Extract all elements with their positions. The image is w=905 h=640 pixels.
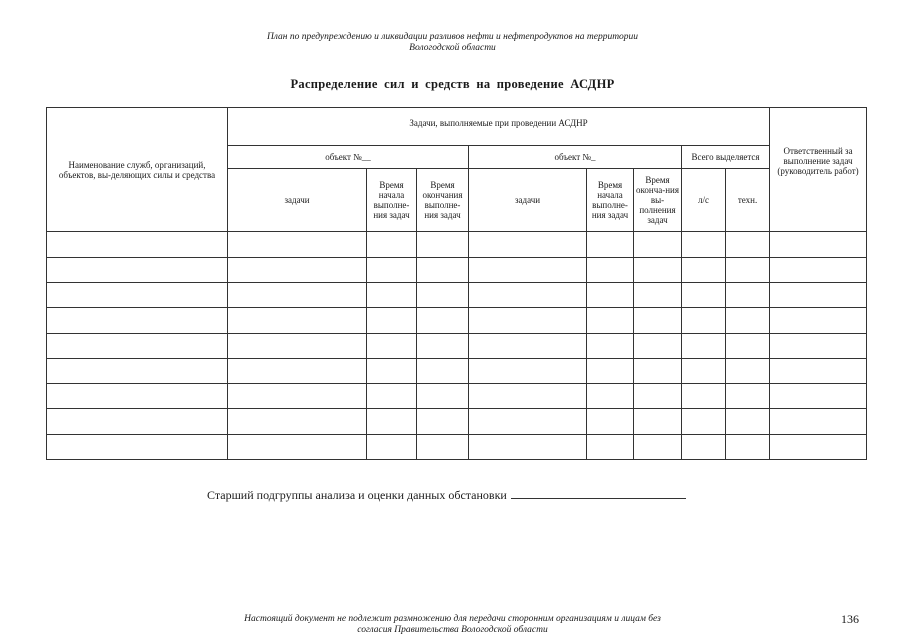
table-cell	[587, 257, 634, 282]
table-cell	[469, 409, 587, 434]
document-header	[0, 32, 905, 54]
table-cell	[228, 434, 367, 459]
table-row	[47, 308, 867, 333]
table-row	[47, 384, 867, 409]
table-cell	[726, 434, 770, 459]
table-cell	[228, 333, 367, 358]
table-cell	[770, 282, 867, 307]
table-cell	[367, 282, 417, 307]
table-cell	[469, 358, 587, 383]
table-cell	[417, 232, 469, 257]
table-cell	[47, 384, 228, 409]
table-cell	[367, 232, 417, 257]
object-1-start-time: Время начала выполне-ния задач	[367, 168, 417, 232]
object-2-start-time: Время начала выполне-ния задач	[587, 168, 634, 232]
table-cell	[770, 434, 867, 459]
table-cell	[587, 409, 634, 434]
table-row	[47, 282, 867, 307]
table-cell	[634, 257, 682, 282]
table-cell	[587, 358, 634, 383]
table-row	[47, 232, 867, 257]
table-row	[47, 409, 867, 434]
table-cell	[726, 358, 770, 383]
table-cell	[682, 384, 726, 409]
table-cell	[726, 282, 770, 307]
table-cell	[726, 409, 770, 434]
table-cell	[634, 333, 682, 358]
table-cell	[228, 308, 367, 333]
table-row	[47, 333, 867, 358]
table-cell	[770, 409, 867, 434]
table-cell	[228, 384, 367, 409]
object-2-end-time: Время оконча-ния вы-полнения задач	[634, 168, 682, 232]
table-cell	[47, 308, 228, 333]
table-cell	[682, 358, 726, 383]
table-cell	[47, 409, 228, 434]
table-cell	[770, 232, 867, 257]
table-cell	[587, 282, 634, 307]
table-cell	[47, 358, 228, 383]
object-1-header: объект №__	[228, 146, 469, 168]
table-row	[47, 358, 867, 383]
table-cell	[770, 308, 867, 333]
table-cell	[726, 333, 770, 358]
table-cell	[726, 384, 770, 409]
signature-blank	[511, 488, 686, 499]
table-cell	[634, 358, 682, 383]
table-cell	[634, 308, 682, 333]
table-cell	[634, 409, 682, 434]
table-cell	[682, 232, 726, 257]
table-cell	[682, 282, 726, 307]
table-cell	[367, 358, 417, 383]
table-cell	[587, 232, 634, 257]
table-cell	[726, 232, 770, 257]
table-cell	[469, 384, 587, 409]
table-cell	[417, 282, 469, 307]
table-body	[47, 232, 867, 460]
header-line-2: Вологодской области	[409, 43, 496, 53]
table-cell	[587, 333, 634, 358]
table-cell	[417, 384, 469, 409]
footer-line-1: Настоящий документ не подлежит размножению для передачи сторонним организациям и лицам без	[244, 614, 661, 624]
total-equipment: техн.	[726, 168, 770, 232]
table-cell	[417, 257, 469, 282]
table-cell	[47, 333, 228, 358]
table-cell	[367, 308, 417, 333]
table-cell	[367, 434, 417, 459]
table-cell	[726, 257, 770, 282]
header-line-1: План по предупреждению и ликвидации разливов нефти и нефтепродуктов на территории	[266, 32, 639, 42]
table-cell	[47, 282, 228, 307]
table-cell	[367, 333, 417, 358]
table-cell	[469, 333, 587, 358]
table-cell	[417, 308, 469, 333]
table-cell	[682, 333, 726, 358]
table-cell	[587, 434, 634, 459]
table-row	[47, 257, 867, 282]
object-1-tasks: задачи	[228, 168, 367, 232]
table-cell	[228, 232, 367, 257]
table-cell	[726, 308, 770, 333]
table-cell	[682, 434, 726, 459]
object-1-end-time: Время окончания выполне-ния задач	[417, 168, 469, 232]
page-title: Распределение сил и средств на проведение АСДНР	[290, 77, 615, 91]
col-name-header: Наименование служб, организаций, объектов, вы-деляющих силы и средства	[47, 108, 228, 232]
table-cell	[587, 308, 634, 333]
table-cell	[587, 384, 634, 409]
table-cell	[367, 257, 417, 282]
table-cell	[634, 232, 682, 257]
table-cell	[228, 257, 367, 282]
table-cell	[228, 358, 367, 383]
page-number: 136	[841, 612, 859, 626]
signature-line	[207, 488, 686, 503]
table-cell	[682, 409, 726, 434]
table-cell	[469, 308, 587, 333]
table-cell	[634, 384, 682, 409]
tasks-header: Задачи, выполняемые при проведении АСДНР	[228, 108, 770, 146]
object-2-tasks: задачи	[469, 168, 587, 232]
table-cell	[469, 257, 587, 282]
object-2-header: объект №_	[469, 146, 682, 168]
table-cell	[417, 358, 469, 383]
table-cell	[228, 409, 367, 434]
table-cell	[47, 434, 228, 459]
total-header: Всего выделяется	[682, 146, 770, 168]
document-footer	[0, 614, 905, 636]
table-cell	[634, 434, 682, 459]
table-cell	[682, 308, 726, 333]
table-cell	[228, 282, 367, 307]
table-cell	[367, 384, 417, 409]
table-cell	[770, 384, 867, 409]
header-row-1	[47, 108, 867, 146]
table-cell	[417, 434, 469, 459]
table-cell	[634, 282, 682, 307]
table-cell	[417, 409, 469, 434]
table-cell	[469, 282, 587, 307]
responsible-header: Ответственный за выполнение задач (руководитель работ)	[770, 108, 867, 232]
table-cell	[47, 232, 228, 257]
table-cell	[469, 232, 587, 257]
table-cell	[47, 257, 228, 282]
table-cell	[770, 358, 867, 383]
signature-label: Старший подгруппы анализа и оценки данных обстановки	[207, 488, 507, 502]
table-cell	[367, 409, 417, 434]
table-row	[47, 434, 867, 459]
footer-line-2: согласия Правительства Вологодской области	[357, 625, 548, 635]
table-cell	[770, 257, 867, 282]
asdnr-table	[46, 107, 867, 460]
table-cell	[682, 257, 726, 282]
total-personnel: л/с	[682, 168, 726, 232]
table-cell	[417, 333, 469, 358]
table-cell	[770, 333, 867, 358]
table-cell	[469, 434, 587, 459]
